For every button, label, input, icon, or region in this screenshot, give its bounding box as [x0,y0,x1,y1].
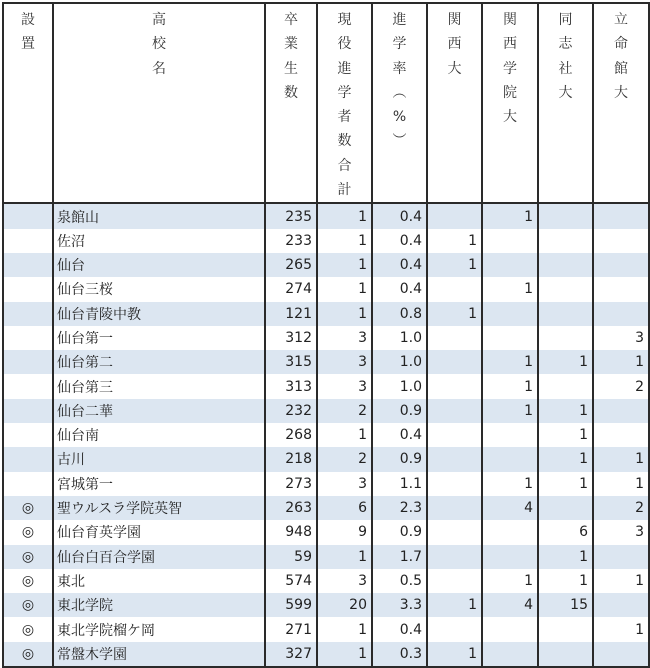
header-char: 志 [558,36,573,53]
cell-ritsumeikan: 1 [593,447,649,471]
column-header-current_total [317,3,372,203]
cell-setchi [3,374,53,398]
cell-kansai [427,447,482,471]
cell-kansai [427,277,482,301]
table-row [3,569,649,593]
cell-setchi: ◎ [3,569,53,593]
cell-kwansei: 1 [482,350,538,374]
cell-current_total: 1 [317,423,372,447]
cell-kansai: 1 [427,642,482,667]
cell-graduates: 574 [265,569,317,593]
cell-graduates: 263 [265,496,317,520]
cell-kansai [427,569,482,593]
cell-ritsumeikan: 3 [593,326,649,350]
university-admissions-table-container [2,2,650,668]
cell-ritsumeikan [593,203,649,228]
cell-school: 仙台南 [53,423,265,447]
header-char: 者 [337,109,352,126]
cell-rate: 3.3 [372,593,427,617]
cell-current_total: 2 [317,447,372,471]
cell-kansai [427,617,482,641]
cell-kwansei [482,229,538,253]
cell-doshisha [538,203,593,228]
header-char: ︶ [392,133,407,150]
cell-kansai: 1 [427,253,482,277]
cell-kansai [427,496,482,520]
cell-rate: 1.0 [372,374,427,398]
cell-ritsumeikan [593,253,649,277]
cell-current_total: 3 [317,374,372,398]
cell-rate: 0.5 [372,569,427,593]
table-row [3,229,649,253]
cell-kwansei [482,326,538,350]
cell-current_total: 20 [317,593,372,617]
cell-kansai [427,203,482,228]
column-header-label [483,4,537,129]
cell-school: 仙台青陵中教 [53,302,265,326]
header-char: 大 [558,84,573,101]
cell-kwansei: 1 [482,374,538,398]
cell-kwansei: 1 [482,203,538,228]
header-char: 生 [284,60,298,77]
cell-setchi: ◎ [3,617,53,641]
cell-setchi [3,423,53,447]
cell-graduates: 274 [265,277,317,301]
header-char: 命 [614,36,628,53]
column-header-label [4,4,52,57]
cell-kansai [427,399,482,423]
cell-school: 聖ウルスラ学院英智 [53,496,265,520]
cell-graduates: 312 [265,326,317,350]
header-char: 学 [503,60,517,77]
table-row [3,399,649,423]
cell-graduates: 232 [265,399,317,423]
header-char: 大 [503,109,517,126]
cell-kwansei [482,423,538,447]
cell-doshisha [538,302,593,326]
cell-rate: 1.0 [372,350,427,374]
header-char: 数 [284,84,298,101]
table-row [3,593,649,617]
cell-ritsumeikan [593,545,649,569]
column-header-setchi [3,3,53,203]
cell-rate: 0.9 [372,447,427,471]
cell-setchi [3,277,53,301]
cell-graduates: 218 [265,447,317,471]
cell-doshisha [538,617,593,641]
cell-graduates: 265 [265,253,317,277]
header-char: 校 [152,36,166,53]
header-char: 同 [558,12,573,28]
cell-ritsumeikan: 1 [593,617,649,641]
cell-kansai: 1 [427,302,482,326]
header-row [3,3,649,203]
cell-setchi: ◎ [3,496,53,520]
cell-rate: 0.4 [372,203,427,228]
cell-ritsumeikan: 1 [593,472,649,496]
cell-doshisha [538,229,593,253]
cell-doshisha [538,326,593,350]
cell-current_total: 1 [317,302,372,326]
cell-setchi [3,399,53,423]
column-header-doshisha [538,3,593,203]
cell-school: 泉館山 [53,203,265,228]
cell-rate: 0.4 [372,277,427,301]
header-char: ︵ [392,84,407,101]
header-char: 立 [614,12,628,28]
cell-setchi [3,472,53,496]
cell-doshisha: 1 [538,472,593,496]
cell-current_total: 2 [317,399,372,423]
cell-doshisha: 15 [538,593,593,617]
header-char: 大 [614,84,628,101]
cell-ritsumeikan: 2 [593,496,649,520]
column-header-kwansei [482,3,538,203]
cell-school: 仙台第二 [53,350,265,374]
header-char: 役 [337,36,352,53]
header-char: 率 [392,60,407,77]
cell-school: 東北学院 [53,593,265,617]
header-char: 学 [337,84,352,101]
cell-setchi: ◎ [3,545,53,569]
cell-school: 仙台三桜 [53,277,265,301]
cell-rate: 1.1 [372,472,427,496]
cell-graduates: 271 [265,617,317,641]
column-header-school [53,3,265,203]
cell-setchi [3,253,53,277]
header-char: 関 [503,12,517,28]
cell-school: 佐沼 [53,229,265,253]
cell-rate: 0.4 [372,617,427,641]
cell-ritsumeikan [593,593,649,617]
header-char: 卒 [284,12,298,28]
table-row [3,326,649,350]
cell-rate: 0.9 [372,520,427,544]
cell-kwansei: 4 [482,496,538,520]
university-admissions-table [2,2,650,668]
column-header-label [54,4,264,81]
cell-ritsumeikan [593,229,649,253]
cell-school: 仙台二華 [53,399,265,423]
cell-doshisha [538,253,593,277]
header-char: 置 [21,36,35,53]
column-header-label [373,4,426,154]
cell-kansai [427,423,482,447]
column-header-label [318,4,371,202]
cell-current_total: 3 [317,569,372,593]
cell-doshisha: 1 [538,545,593,569]
column-header-label [594,4,648,105]
cell-setchi [3,350,53,374]
header-char: 学 [392,36,407,53]
cell-kwansei [482,617,538,641]
cell-current_total: 1 [317,545,372,569]
cell-kwansei: 4 [482,593,538,617]
cell-kansai [427,374,482,398]
cell-ritsumeikan [593,277,649,301]
cell-current_total: 1 [317,277,372,301]
column-header-rate [372,3,427,203]
cell-ritsumeikan: 2 [593,374,649,398]
cell-kwansei: 1 [482,277,538,301]
cell-school: 古川 [53,447,265,471]
cell-setchi [3,229,53,253]
cell-current_total: 1 [317,617,372,641]
cell-kansai: 1 [427,229,482,253]
cell-rate: 0.4 [372,253,427,277]
cell-kwansei [482,302,538,326]
header-char: 進 [337,60,352,77]
header-char: 進 [392,12,407,28]
cell-current_total: 1 [317,253,372,277]
cell-setchi: ◎ [3,593,53,617]
cell-setchi [3,302,53,326]
cell-ritsumeikan: 3 [593,520,649,544]
table-row [3,472,649,496]
cell-setchi: ◎ [3,520,53,544]
cell-graduates: 268 [265,423,317,447]
cell-ritsumeikan: 1 [593,569,649,593]
cell-graduates: 121 [265,302,317,326]
header-char: 数 [337,133,352,150]
cell-doshisha [538,374,593,398]
table-row [3,277,649,301]
header-char: 西 [447,36,462,53]
cell-kansai [427,472,482,496]
cell-current_total: 9 [317,520,372,544]
column-header-graduates [265,3,317,203]
cell-kansai [427,520,482,544]
cell-graduates: 59 [265,545,317,569]
cell-current_total: 3 [317,350,372,374]
table-body [3,203,649,667]
cell-rate: 0.9 [372,399,427,423]
cell-ritsumeikan: 1 [593,350,649,374]
cell-school: 東北学院榴ケ岡 [53,617,265,641]
cell-doshisha: 1 [538,399,593,423]
cell-ritsumeikan [593,399,649,423]
table-row [3,203,649,228]
cell-graduates: 233 [265,229,317,253]
cell-current_total: 1 [317,229,372,253]
table-row [3,545,649,569]
cell-setchi [3,203,53,228]
cell-school: 仙台白百合学園 [53,545,265,569]
cell-kwansei [482,545,538,569]
table-row [3,642,649,667]
table-row [3,350,649,374]
header-char: 西 [503,36,517,53]
header-char: 高 [152,12,166,28]
table-row [3,423,649,447]
cell-kwansei [482,447,538,471]
cell-ritsumeikan [593,423,649,447]
header-char: 館 [614,60,628,77]
cell-school: 東北 [53,569,265,593]
cell-school: 仙台 [53,253,265,277]
cell-kwansei: 1 [482,472,538,496]
header-char: 業 [284,36,298,53]
column-header-ritsumeikan [593,3,649,203]
cell-school: 宮城第一 [53,472,265,496]
cell-kansai [427,326,482,350]
header-char: 大 [447,60,462,77]
cell-graduates: 599 [265,593,317,617]
cell-doshisha [538,496,593,520]
cell-doshisha [538,277,593,301]
cell-rate: 0.3 [372,642,427,667]
header-char: 設 [21,12,35,28]
cell-school: 仙台育英学園 [53,520,265,544]
cell-school: 常盤木学園 [53,642,265,667]
cell-graduates: 235 [265,203,317,228]
cell-setchi [3,447,53,471]
column-header-label [266,4,316,105]
cell-kwansei: 1 [482,399,538,423]
cell-current_total: 6 [317,496,372,520]
cell-graduates: 313 [265,374,317,398]
cell-rate: 2.3 [372,496,427,520]
header-char: % [392,109,407,126]
cell-ritsumeikan [593,302,649,326]
cell-current_total: 1 [317,203,372,228]
cell-current_total: 3 [317,326,372,350]
cell-setchi [3,326,53,350]
cell-current_total: 1 [317,642,372,667]
cell-setchi: ◎ [3,642,53,667]
cell-graduates: 948 [265,520,317,544]
header-char: 現 [337,12,352,28]
cell-school: 仙台第一 [53,326,265,350]
cell-rate: 1.0 [372,326,427,350]
table-row [3,374,649,398]
column-header-kansai [427,3,482,203]
cell-doshisha: 6 [538,520,593,544]
cell-school: 仙台第三 [53,374,265,398]
cell-doshisha [538,642,593,667]
cell-kwansei [482,642,538,667]
cell-doshisha: 1 [538,350,593,374]
table-row [3,496,649,520]
cell-kwansei: 1 [482,569,538,593]
cell-rate: 0.4 [372,423,427,447]
header-char: 合 [337,157,352,174]
header-char: 関 [447,12,462,28]
cell-kwansei [482,253,538,277]
table-row [3,447,649,471]
table-row [3,520,649,544]
column-header-label [539,4,592,105]
header-char: 名 [152,60,166,77]
header-char: 社 [558,60,573,77]
cell-rate: 0.8 [372,302,427,326]
cell-kwansei [482,520,538,544]
cell-rate: 1.7 [372,545,427,569]
cell-doshisha: 1 [538,569,593,593]
cell-graduates: 315 [265,350,317,374]
header-char: 院 [503,84,517,101]
cell-doshisha: 1 [538,447,593,471]
cell-current_total: 3 [317,472,372,496]
cell-doshisha: 1 [538,423,593,447]
cell-ritsumeikan [593,642,649,667]
table-row [3,302,649,326]
cell-kansai [427,350,482,374]
cell-graduates: 273 [265,472,317,496]
column-header-label [428,4,481,81]
table-row [3,253,649,277]
cell-graduates: 327 [265,642,317,667]
table-row [3,617,649,641]
cell-rate: 0.4 [372,229,427,253]
header-char: 計 [337,182,352,199]
cell-kansai [427,545,482,569]
cell-kansai: 1 [427,593,482,617]
